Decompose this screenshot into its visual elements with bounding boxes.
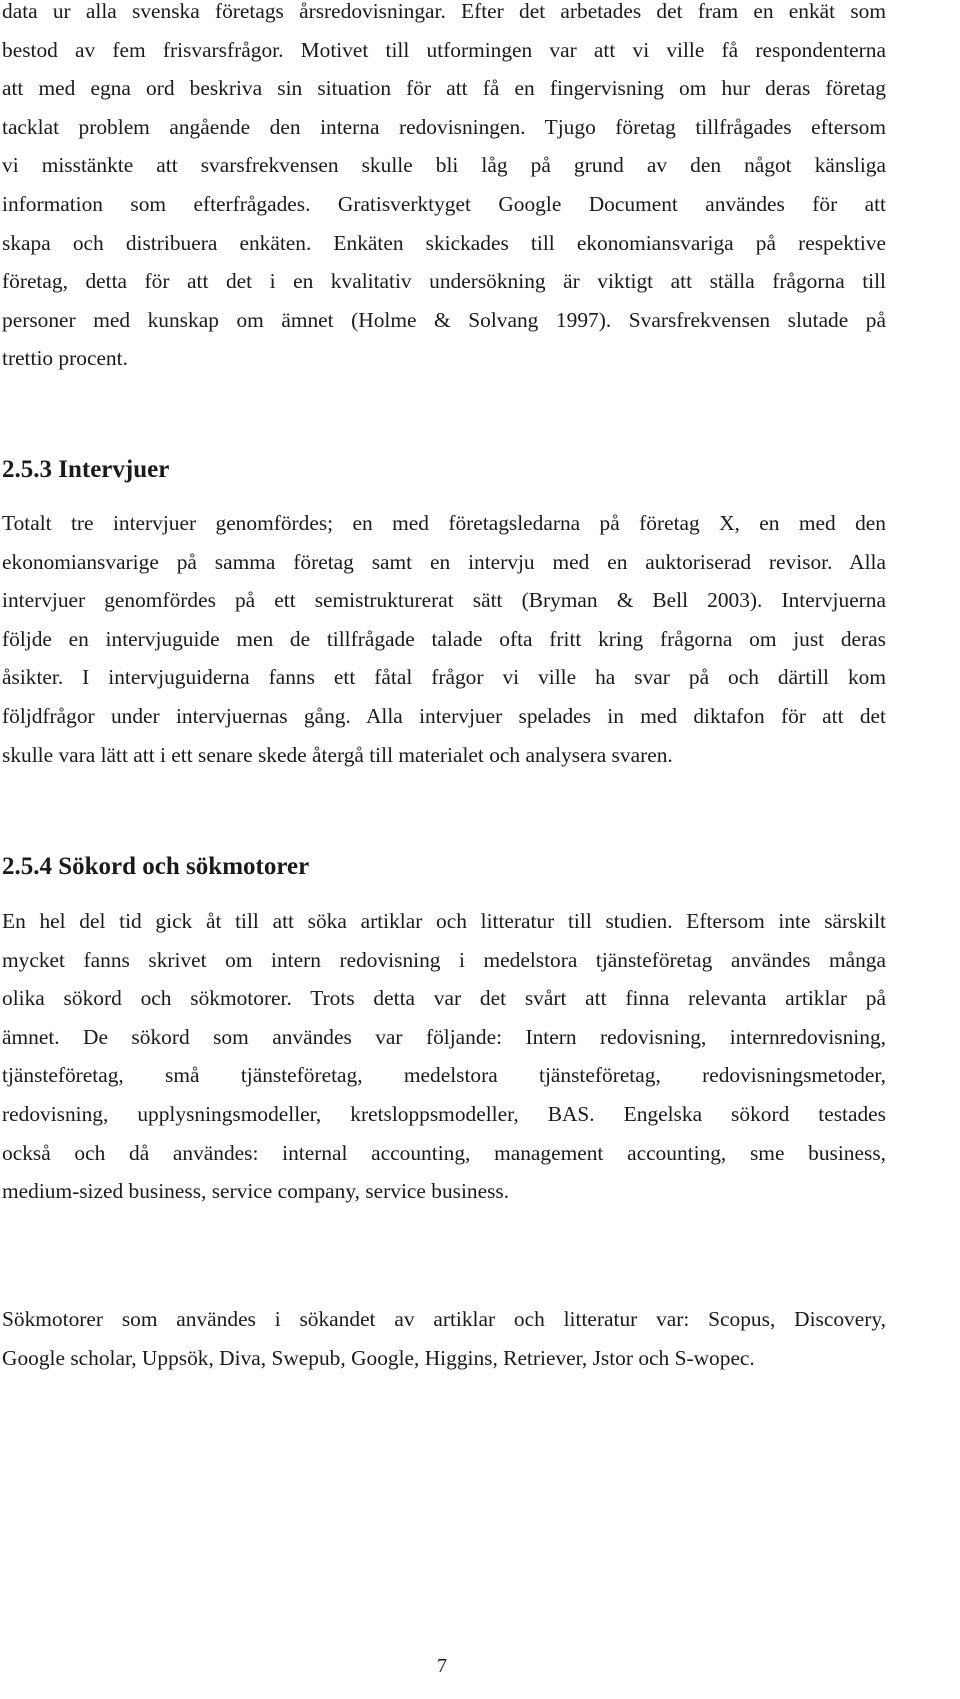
intro-paragraph: [2, 0, 886, 378]
search-engines-paragraph: [2, 1300, 886, 1377]
text-line: data ur alla svenska företags årsredovisningar. Efter det arbetades det fram en enkät som: [2, 0, 886, 23]
text-line: intervjuer genomfördes på ett semistrukturerat sätt (Bryman & Bell 2003). Intervjuerna: [2, 588, 886, 613]
text-line: redovisning, upplysningsmodeller, kretsloppsmodeller, BAS. Engelska sökord testades: [2, 1101, 886, 1126]
text-line: skulle vara lätt att i ett senare skede återgå till materialet och analysera svaren.: [2, 742, 673, 767]
text-line: att med egna ord beskriva sin situation för att få en fingervisning om hur deras företag: [2, 76, 886, 101]
text-line: olika sökord och sökmotorer. Trots detta var det svårt att finna relevanta artiklar på: [2, 986, 886, 1011]
text-line: Google scholar, Uppsök, Diva, Swepub, Google, Higgins, Retriever, Jstor och S-wopec.: [2, 1345, 755, 1370]
section-heading-sokord: 2.5.4 Sökord och sökmotorer: [2, 853, 310, 880]
text-line: Sökmotorer som användes i sökandet av artiklar och litteratur var: Scopus, Discovery,: [2, 1307, 886, 1331]
text-line: skapa och distribuera enkäten. Enkäten skickades till ekonomiansvariga på respektive: [2, 230, 886, 255]
search-terms-paragraph: [2, 902, 886, 1211]
text-line: bestod av fem frisvarsfrågor. Motivet till utformingen var att vi ville få respondenterna: [2, 37, 886, 62]
text-line: företag, detta för att det i en kvalitativ undersökning är viktigt att ställa frågorna till: [2, 269, 886, 294]
interviews-paragraph: [2, 504, 886, 774]
text-line: vi misstänkte att svarsfrekvensen skulle bli låg på grund av den något känsliga: [2, 153, 886, 178]
text-line: medium-sized business, service company, service business.: [2, 1179, 510, 1204]
text-line: följde en intervjuguide men de tillfrågade talade ofta fritt kring frågorna om just deras: [2, 626, 886, 651]
text-line: tacklat problem angående den interna redovisningen. Tjugo företag tillfrågades eftersom: [2, 114, 886, 139]
text-line: också och då användes: internal accounting, management accounting, sme business,: [2, 1140, 886, 1165]
text-line: åsikter. I intervjuguiderna fanns ett fåtal frågor vi ville ha svar på och därtill kom: [2, 665, 886, 690]
text-line: trettio procent.: [2, 346, 128, 371]
page-number: 7: [437, 1655, 447, 1677]
text-line: Totalt tre intervjuer genomfördes; en med företagsledarna på företag X, en med den: [2, 511, 886, 535]
text-line: följdfrågor under intervjuernas gång. Alla intervjuer spelades in med diktafon för att det: [2, 703, 886, 728]
text-line: mycket fanns skrivet om intern redovisning i medelstora tjänsteföretag användes många: [2, 947, 886, 972]
text-line: En hel del tid gick åt till att söka artiklar och litteratur till studien. Eftersom inte särskilt: [2, 909, 886, 933]
text-line: ämnet. De sökord som användes var följande: Intern redovisning, internredovisning,: [2, 1024, 886, 1049]
text-line: ekonomiansvarige på samma företag samt en intervju med en auktoriserad revisor. Alla: [2, 549, 886, 574]
text-line: personer med kunskap om ämnet (Holme & Solvang 1997). Svarsfrekvensen slutade på: [2, 307, 886, 332]
section-heading-intervjuer: 2.5.3 Intervjuer: [2, 456, 170, 483]
text-line: information som efterfrågades. Gratisverktyget Google Document användes för att: [2, 191, 886, 216]
text-line: tjänsteföretag, små tjänsteföretag, medelstora tjänsteföretag, redovisningsmetoder,: [2, 1063, 886, 1088]
